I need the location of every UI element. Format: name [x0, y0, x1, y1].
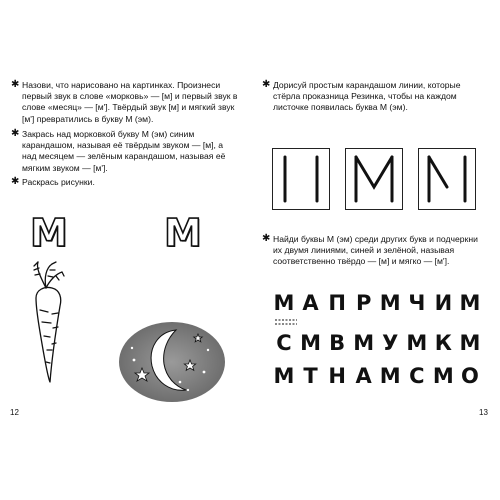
letter-m-over-carrot[interactable]: М	[30, 211, 68, 255]
letter-cell[interactable]: Р	[355, 291, 372, 315]
letter-cell[interactable]: В	[329, 331, 346, 355]
instruction-5: ✱ Найди буквы М (эм) среди других букв и подчеркни их двумя линиями, синей и зелёной, называя соответственно твёрдо — [м] и мягко — [м'].	[262, 233, 478, 267]
letter-cell[interactable]: М	[379, 291, 401, 315]
letter-row-1	[272, 291, 482, 315]
instruction-4: ✱ Дорисуй простым карандашом линии, которые стёрла проказница Резинка, чтобы на каждом листочке появилась буква М (эм).	[262, 79, 461, 113]
leaf-cell-1[interactable]	[272, 148, 330, 210]
left-page	[0, 58, 250, 426]
asterisk-bullet-icon: ✱	[11, 79, 20, 90]
page-number-left: 12	[10, 408, 19, 417]
letter-cell[interactable]: М	[273, 291, 295, 315]
letter-cell[interactable]: С	[276, 331, 292, 355]
asterisk-bullet-icon: ✱	[11, 176, 20, 187]
letter-cell[interactable]: М	[459, 291, 481, 315]
asterisk-bullet-icon: ✱	[11, 128, 20, 139]
instruction-3: ✱ Раскрась рисунки.	[11, 176, 95, 187]
asterisk-bullet-icon: ✱	[262, 233, 271, 244]
letter-cell[interactable]: М	[432, 364, 454, 388]
letter-cell[interactable]: Т	[303, 364, 318, 388]
sample-underline	[274, 318, 298, 328]
letter-cell[interactable]: И	[434, 291, 453, 315]
letter-cell[interactable]: С	[409, 364, 425, 388]
instruction-1: ✱ Назови, что нарисовано на картинках. Произнеси первый звук в слове «морковь» — [м] и первый звук в слове «месяц» — [м']. Твёрдый звук [м] и мягкий звук [м'] превратились в букву М (эм).	[11, 79, 238, 124]
letter-cell[interactable]: А	[302, 291, 319, 315]
page-number-right: 13	[479, 408, 488, 417]
letter-cell[interactable]: А	[355, 364, 372, 388]
right-page	[250, 58, 500, 426]
letter-row-3	[272, 364, 482, 388]
letter-cell[interactable]: П	[328, 291, 346, 315]
letter-cell[interactable]: О	[461, 364, 479, 388]
instruction-2: ✱ Закрась над морковкой букву М (эм) синим карандашом, называя её твёрдым звуком — [м], а над месяцем — зелёным карандашом, называя её мягким звуком — [м'].	[11, 128, 226, 173]
crescent-moon-icon[interactable]	[118, 320, 226, 404]
letter-cell[interactable]: М	[300, 331, 322, 355]
letter-cell[interactable]: М	[406, 331, 428, 355]
letter-cell[interactable]: М	[459, 331, 481, 355]
carrot-icon[interactable]	[22, 258, 82, 388]
letter-cell[interactable]: М	[379, 364, 401, 388]
letter-cell[interactable]: Ч	[408, 291, 426, 315]
book-spread	[0, 58, 500, 426]
letter-cell[interactable]: К	[434, 331, 452, 355]
letter-m-over-moon[interactable]: М	[164, 211, 202, 255]
asterisk-bullet-icon: ✱	[262, 79, 271, 90]
leaf-cell-3[interactable]	[418, 148, 476, 210]
letter-cell[interactable]: Н	[328, 364, 346, 388]
letter-cell[interactable]: М	[353, 331, 375, 355]
letter-row-2	[272, 331, 482, 355]
letter-cell[interactable]: М	[273, 364, 295, 388]
letter-cell[interactable]: У	[382, 331, 399, 355]
leaf-cell-2[interactable]	[345, 148, 403, 210]
